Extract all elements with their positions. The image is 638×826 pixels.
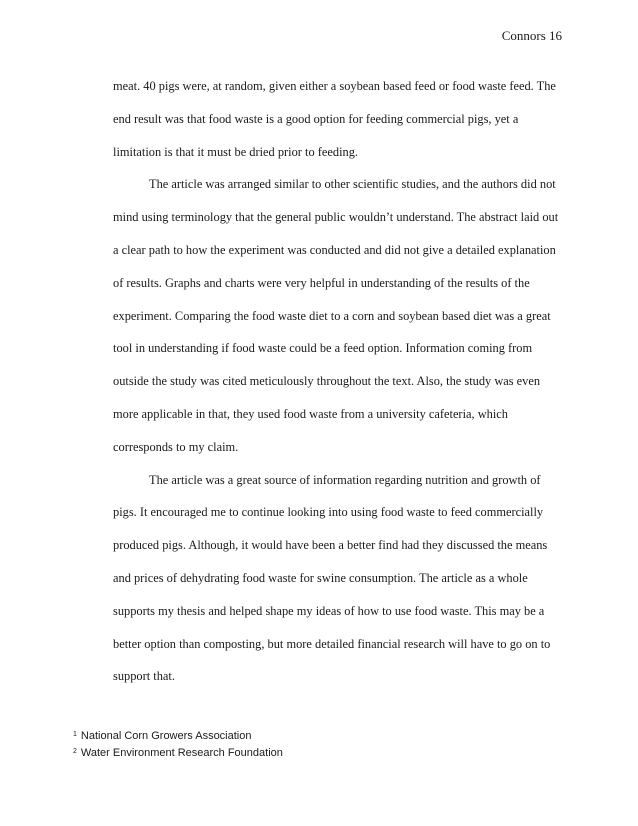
text-line: produced pigs. Although, it would have been a better find had they discussed the means bbox=[113, 538, 548, 553]
text-line: better option than composting, but more detailed financial research will have to go on to bbox=[113, 636, 551, 651]
text-line: pigs. It encouraged me to continue looking into using food waste to feed commercially bbox=[113, 505, 544, 520]
footnote-text: Water Environment Research Foundation bbox=[80, 747, 283, 759]
text-line: a clear path to how the experiment was conducted and did not give a detailed explanation bbox=[113, 242, 556, 257]
text-line: mind using terminology that the general public wouldn’t understand. The abstract laid out bbox=[113, 210, 559, 225]
text-line: end result was that food waste is a good option for feeding commercial pigs, yet a bbox=[113, 111, 519, 126]
text-line: support that. bbox=[113, 669, 175, 684]
footnote-mark: 2 bbox=[73, 748, 77, 755]
text-line: of results. Graphs and charts were very helpful in understanding of the results of the bbox=[113, 275, 530, 290]
text-line: tool in understanding if food waste could be a feed option. Information coming from bbox=[113, 341, 533, 356]
text-line: limitation is that it must be dried prior to feeding. bbox=[113, 144, 359, 159]
footnote-mark: 1 bbox=[73, 731, 77, 738]
footnote-2 bbox=[73, 745, 283, 762]
text-line: more applicable in that, they used food waste from a university cafeteria, which bbox=[113, 406, 508, 421]
paragraph-first-line: The article was arranged similar to other scientific studies, and the authors did not bbox=[149, 177, 556, 192]
body-text bbox=[113, 70, 568, 693]
running-head: Connors 16 bbox=[501, 28, 562, 43]
text-line: supports my thesis and helped shape my ideas of how to use food waste. This may be a bbox=[113, 603, 545, 618]
text-line: experiment. Comparing the food waste diet to a corn and soybean based diet was a great bbox=[113, 308, 551, 323]
footnote-1 bbox=[73, 728, 283, 745]
text-line: corresponds to my claim. bbox=[113, 439, 239, 454]
text-line: meat. 40 pigs were, at random, given either a soybean based feed or food waste feed. The bbox=[113, 79, 556, 93]
paragraph-first-line: The article was a great source of information regarding nutrition and growth of bbox=[149, 472, 541, 487]
footnotes bbox=[73, 728, 283, 762]
footnote-text: National Corn Growers Association bbox=[80, 730, 252, 742]
text-line: outside the study was cited meticulously throughout the text. Also, the study was even bbox=[113, 374, 541, 389]
text-line: and prices of dehydrating food waste for swine consumption. The article as a whole bbox=[113, 570, 528, 585]
